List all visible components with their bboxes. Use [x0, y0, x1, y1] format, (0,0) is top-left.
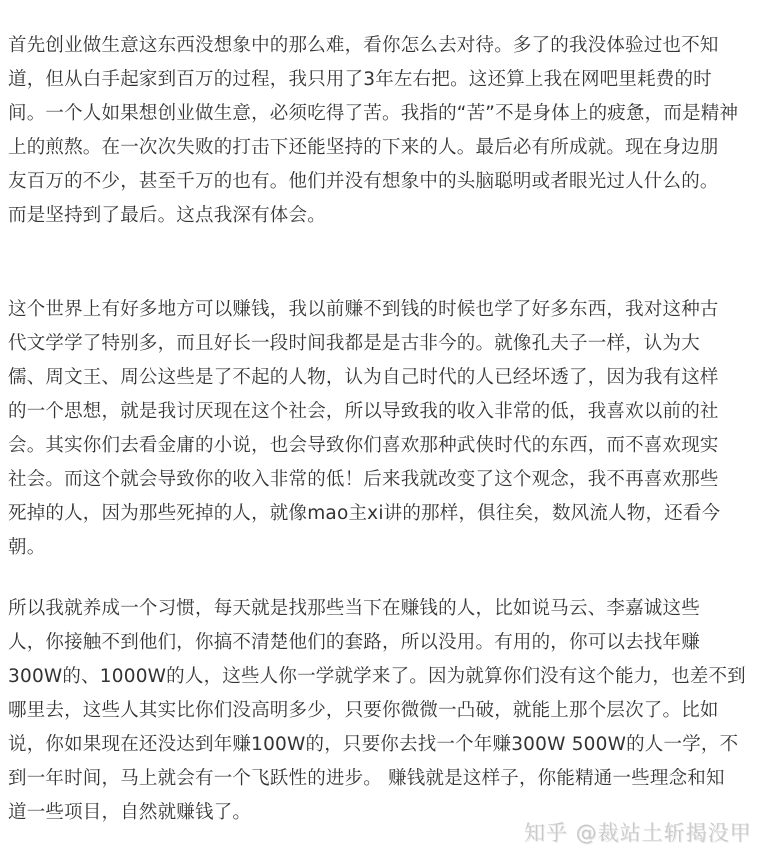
text-line: 儒、周文王、周公这些是了不起的人物，认为自己时代的人已经坏透了，因为我有这样 — [8, 367, 719, 388]
paragraph-2 — [8, 293, 783, 565]
paragraph-1 — [8, 29, 783, 233]
text-line: 道，但从白手起家到百万的过程，我只用了3年左右把。这还算上我在网吧里耗费的时 — [8, 69, 712, 90]
zhihu-watermark: 知乎 @裁站土斩揭没甲 — [524, 821, 752, 845]
text-line: 间。一个人如果想创业做生意，必须吃得了苦。我指的“苦”不是身体上的疲惫，而是精神 — [8, 103, 739, 124]
text-line: 哪里去，这些人其实比你们没高明多少，只要你微微一凸破，就能上那个层次了。比如 — [8, 700, 719, 721]
text-line: 人，你接触不到他们，你搞不清楚他们的套路，所以没用。有用的，你可以去找年赚 — [8, 632, 700, 653]
text-line: 代文学学了特别多，而且好长一段时间我都是是古非今的。就像孔夫子一样，认为大 — [8, 333, 700, 354]
article-body — [8, 29, 783, 830]
text-line: 300W的、1000W的人，这些人你一学就学来了。因为就算你们没有这个能力，也差不到 — [8, 666, 746, 687]
paragraph-3 — [8, 592, 783, 830]
text-line: 首先创业做生意这东西没想象中的那么难，看你怎么去对待。多了的我没体验过也不知 — [8, 35, 719, 56]
text-line: 友百万的不少，甚至千万的也有。他们并没有想象中的头脑聪明或者眼光过人什么的。 — [8, 171, 719, 192]
text-line: 到一年时间，马上就会有一个飞跃性的进步。 赚钱就是这样子，你能精通一些理念和知 — [8, 768, 725, 789]
text-line: 会。其实你们去看金庸的小说，也会导致你们喜欢那种武侠时代的东西，而不喜欢现实 — [8, 435, 719, 456]
text-line: 说，你如果现在还没达到年赚100W的，只要你去找一个年赚300W 500W的人一学，不 — [8, 734, 739, 755]
text-line: 的一个思想，就是我讨厌现在这个社会，所以导致我的收入非常的低，我喜欢以前的社 — [8, 401, 719, 422]
text-line: 社会。而这个就会导致你的收入非常的低！后来我就改变了这个观念，我不再喜欢那些 — [8, 469, 719, 490]
text-line: 上的煎熬。在一次次失败的打击下还能坚持的下来的人。最后必有所成就。现在身边朋 — [8, 137, 719, 158]
text-line: 这个世界上有好多地方可以赚钱，我以前赚不到钱的时候也学了好多东西，我对这种古 — [8, 299, 719, 320]
text-line: 道一些项目，自然就赚钱了。 — [8, 802, 252, 823]
text-line: 死掉的人，因为那些死掉的人，就像mao主xi讲的那样，俱往矣，数风流人物，还看今 — [8, 503, 721, 524]
text-line: 而是坚持到了最后。这点我深有体会。 — [8, 205, 326, 226]
text-line: 所以我就养成一个习惯，每天就是找那些当下在赚钱的人，比如说马云、李嘉诚这些 — [8, 598, 700, 619]
text-line: 朝。 — [8, 537, 46, 558]
